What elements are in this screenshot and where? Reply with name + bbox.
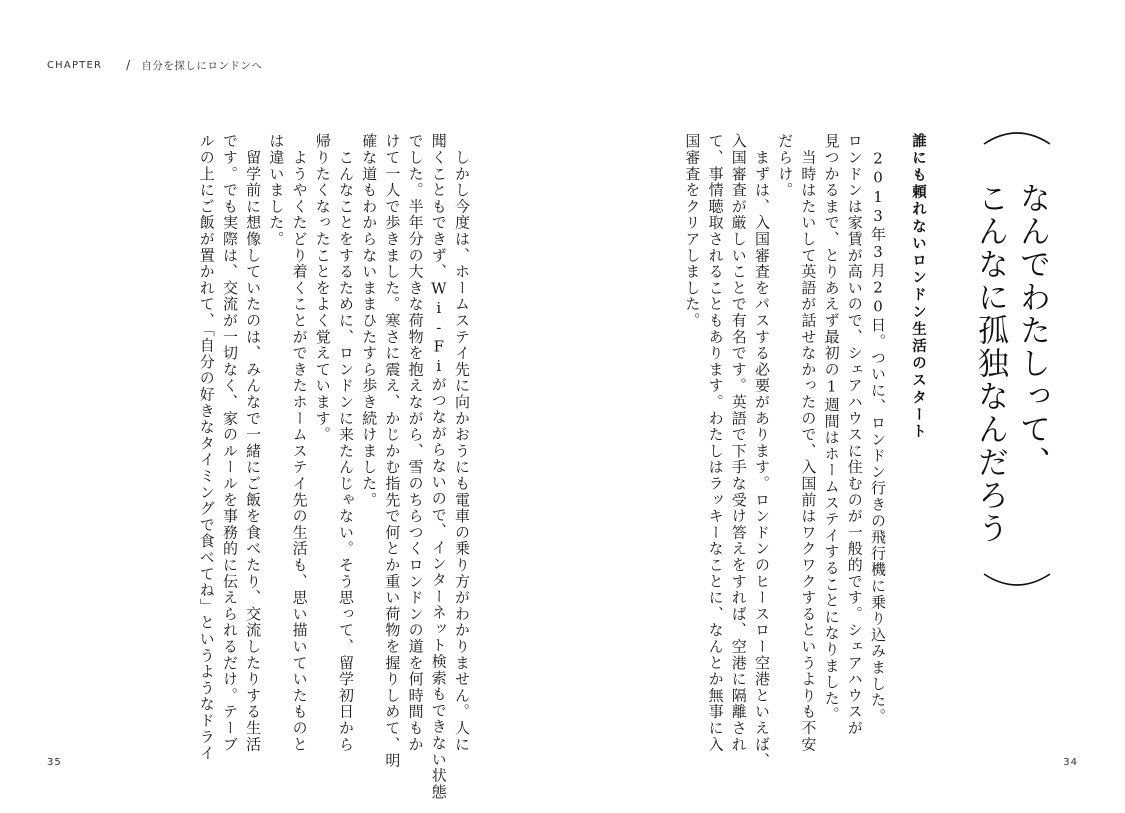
body-line: 入国審査が厳しいことで有名です。英語で下手な受け答えをすれば、空港に隔離され — [729, 133, 748, 753]
chapter-heading-line-2: こんなに孤独なんだろう — [972, 182, 1008, 545]
title-bracket-bottom — [982, 572, 1052, 592]
body-line: です。でも実際は、交流が一切なく、家のルールを事務的に伝えられるだけ。テーブ — [220, 133, 239, 753]
body-line: まずは、入国審査をパスする必要があります。ロンドンのヒースロー空港といえば、 — [752, 133, 771, 769]
body-line: でした。半年分の大きな荷物を抱えながら、雪のちらつくロンドンの道を何時間もか — [406, 133, 425, 753]
body-line: は違いました。 — [267, 133, 286, 248]
running-header — [47, 57, 262, 73]
left-page-body — [195, 133, 473, 800]
body-line: 国審査をクリアしました。 — [683, 133, 702, 329]
title-bracket-top — [982, 126, 1052, 146]
section-subheading: 誰にも頼れないロンドン生活のスタート — [910, 133, 926, 441]
body-line: だらけ。 — [776, 133, 795, 199]
body-line: て、事情聴取されることもあります。わたしはラッキーなことに、なんとか無事に入 — [706, 133, 725, 753]
body-line: ようやくたどり着くことができたホームステイ先の生活も、思い描いていたものと — [290, 133, 309, 753]
body-line: けて一人で歩きました。寒さに震え、かじかむ指先で何とか重い荷物を握りしめて、明 — [383, 133, 402, 769]
body-line: 見つかるまで、とりあえず最初の1週間はホームステイすることになりました。 — [822, 133, 841, 723]
body-line: 留学前に想像していたのは、みんなで一緒にご飯を食べたり、交流したりする生活 — [244, 133, 263, 753]
body-line: 確な道もわからないままひたすら歩き続けました。 — [360, 133, 379, 508]
body-line: 2013年3月20日。ついに、ロンドン行きの飛行機に乗り込みました。 — [869, 133, 887, 725]
right-page-body — [680, 133, 889, 769]
chapter-title: 自分を探しにロンドンへ — [141, 59, 263, 72]
body-line: 聞くこともできず、Wi-Fiがつながらないので、インターネット検索もできない状態 — [429, 133, 448, 800]
chapter-label: CHAPTER — [47, 59, 103, 71]
chapter-heading-line-1: なんでわたしって、 — [1014, 182, 1050, 479]
header-slash: / — [126, 58, 132, 72]
page-number-left: 35 — [47, 757, 62, 768]
body-line: 当時はたいして英語が話せなかったので、入国前はワクワクするというよりも不安 — [799, 133, 818, 753]
body-line: 帰りたくなったことをよく覚えています。 — [313, 133, 332, 443]
body-line: こんなことをするために、ロンドンに来たんじゃない。そう思って、留学初日から — [336, 133, 355, 753]
body-line: ルの上にご飯が置かれて、「自分の好きなタイミングで食べてね」というようなドライ — [197, 133, 216, 762]
chapter-heading — [969, 182, 1053, 545]
body-line: ロンドンは家賃が高いので、シェアハウスに住むのが一般的です。シェアハウスが — [845, 133, 864, 737]
page-number-right: 34 — [1063, 757, 1078, 768]
body-line: しかし今度は、ホームステイ先に向かおうにも電車の乗り方がわかりません。人に — [453, 133, 471, 753]
